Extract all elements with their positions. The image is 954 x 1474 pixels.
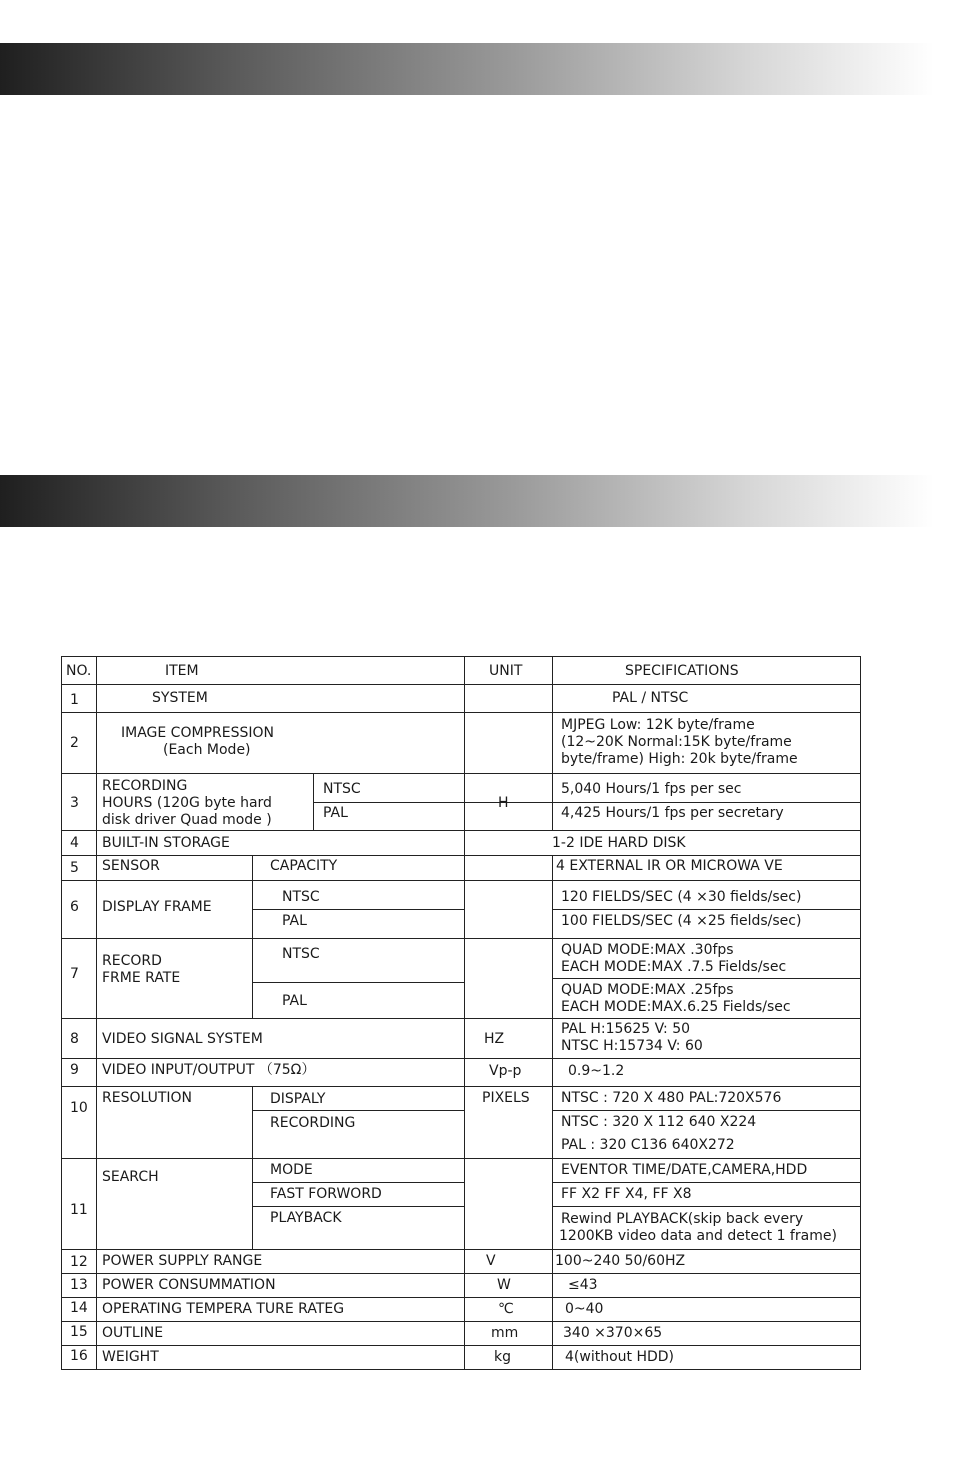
row-subitem: PLAYBACK [270, 1210, 342, 1226]
row-spec: byte/frame) High: 20k byte/frame [561, 751, 798, 767]
row-unit: H [498, 795, 509, 811]
row-no: 1 [70, 692, 79, 708]
row-no: 16 [70, 1348, 88, 1364]
row-item: POWER CONSUMMATION [102, 1277, 276, 1293]
row-unit: kg [494, 1349, 511, 1365]
row-item: SENSOR [102, 858, 160, 874]
row-subitem: PAL [282, 993, 307, 1009]
row-no: 5 [70, 860, 79, 876]
row-unit: Vp-p [489, 1063, 522, 1079]
row-spec: 0.9~1.2 [568, 1063, 625, 1079]
row-spec: 340 ×370×65 [563, 1325, 663, 1341]
row-item-sub: (Each Mode) [163, 742, 251, 758]
row-no: 11 [70, 1202, 88, 1218]
row-spec: PAL : 320 C136 640X272 [561, 1137, 735, 1153]
row-item: WEIGHT [102, 1349, 159, 1365]
specifications-table [61, 656, 861, 1370]
row-spec: NTSC : 720 X 480 PAL:720X576 [561, 1090, 782, 1106]
row-spec: NTSC : 320 X 112 640 X224 [561, 1114, 757, 1130]
row-spec: EACH MODE:MAX .7.5 Fields/sec [561, 959, 787, 975]
row-spec: PAL / NTSC [612, 690, 689, 706]
row-subitem: MODE [270, 1162, 313, 1178]
row-item: SEARCH [102, 1169, 159, 1185]
row-item: RECORDING [102, 778, 188, 794]
row-subitem: NTSC [282, 946, 320, 962]
row-subitem: FAST FORWORD [270, 1186, 382, 1202]
row-no: 4 [70, 835, 79, 851]
row-subitem: PAL [323, 805, 348, 821]
row-item: HOURS (120G byte hard [102, 795, 272, 811]
row-no: 3 [70, 795, 79, 811]
section-header-bar-middle [0, 475, 934, 527]
header-item: ITEM [165, 663, 199, 679]
row-no: 14 [70, 1300, 88, 1316]
row-spec: NTSC H:15734 V: 60 [561, 1038, 703, 1054]
row-subitem: RECORDING [270, 1115, 356, 1131]
row-subitem: PAL [282, 913, 307, 929]
row-spec: 0~40 [565, 1301, 604, 1317]
section-header-bar-top [0, 43, 934, 95]
row-item: OUTLINE [102, 1325, 164, 1341]
row-subitem: NTSC [323, 781, 361, 797]
row-no: 12 [70, 1254, 88, 1270]
row-spec: 4(without HDD) [565, 1349, 674, 1365]
row-unit: HZ [484, 1031, 505, 1047]
header-no: NO. [66, 663, 92, 679]
row-item: VIDEO SIGNAL SYSTEM [102, 1031, 263, 1047]
row-spec: (12~20K Normal:15K byte/frame [561, 734, 792, 750]
row-spec: 5,040 Hours/1 fps per sec [561, 781, 742, 797]
header-specifications: SPECIFICATIONS [625, 663, 739, 679]
row-unit: V [486, 1253, 496, 1269]
row-spec: FF X2 FF X4, FF X8 [561, 1186, 692, 1202]
row-no: 8 [70, 1031, 79, 1047]
row-item: VIDEO INPUT/OUTPUT （75Ω） [102, 1062, 316, 1078]
row-subitem: DISPALY [270, 1091, 326, 1107]
row-spec: Rewind PLAYBACK(skip back every [561, 1211, 804, 1227]
row-spec: 100~240 50/60HZ [555, 1253, 686, 1269]
row-no: 13 [70, 1277, 88, 1293]
row-spec: 1-2 IDE HARD DISK [552, 835, 686, 851]
row-subitem: NTSC [282, 889, 320, 905]
row-spec: EACH MODE:MAX.6.25 Fields/sec [561, 999, 791, 1015]
row-no: 10 [70, 1100, 88, 1116]
header-unit: UNIT [489, 663, 523, 679]
row-item: POWER SUPPLY RANGE [102, 1253, 263, 1269]
row-no: 7 [70, 966, 79, 982]
row-spec: 1200KB video data and detect 1 frame) [559, 1228, 837, 1244]
row-item: DISPLAY FRAME [102, 899, 212, 915]
row-item: IMAGE COMPRESSION [121, 725, 274, 741]
row-no: 6 [70, 899, 79, 915]
row-item: RESOLUTION [102, 1090, 193, 1106]
row-item: OPERATING TEMPERA TURE RATEG [102, 1301, 345, 1317]
row-item: RECORD [102, 953, 162, 969]
row-subitem: CAPACITY [270, 858, 338, 874]
row-spec: MJPEG Low: 12K byte/frame [561, 717, 755, 733]
row-spec: QUAD MODE:MAX .25fps [561, 982, 734, 998]
row-item: FRME RATE [102, 970, 181, 986]
row-spec: 120 FIELDS/SEC (4 ×30 fields/sec) [561, 889, 802, 905]
row-spec: EVENTOR TIME/DATE,CAMERA,HDD [561, 1162, 808, 1178]
row-item: BUILT-IN STORAGE [102, 835, 230, 851]
row-spec: PAL H:15625 V: 50 [561, 1021, 691, 1037]
row-unit: mm [491, 1325, 519, 1341]
row-item: disk driver Quad mode ) [102, 812, 272, 828]
row-no: 2 [70, 735, 79, 751]
row-item: SYSTEM [152, 690, 208, 706]
row-no: 9 [70, 1062, 79, 1078]
row-spec: QUAD MODE:MAX .30fps [561, 942, 734, 958]
row-spec: 100 FIELDS/SEC (4 ×25 fields/sec) [561, 913, 802, 929]
row-unit: PIXELS [482, 1090, 530, 1106]
row-spec: 4,425 Hours/1 fps per secretary [561, 805, 784, 821]
row-no: 15 [70, 1324, 88, 1340]
row-spec: ≤43 [568, 1277, 598, 1293]
row-spec: 4 EXTERNAL IR OR MICROWA VE [556, 858, 783, 874]
row-unit: W [497, 1277, 511, 1293]
row-unit: ℃ [498, 1301, 514, 1317]
